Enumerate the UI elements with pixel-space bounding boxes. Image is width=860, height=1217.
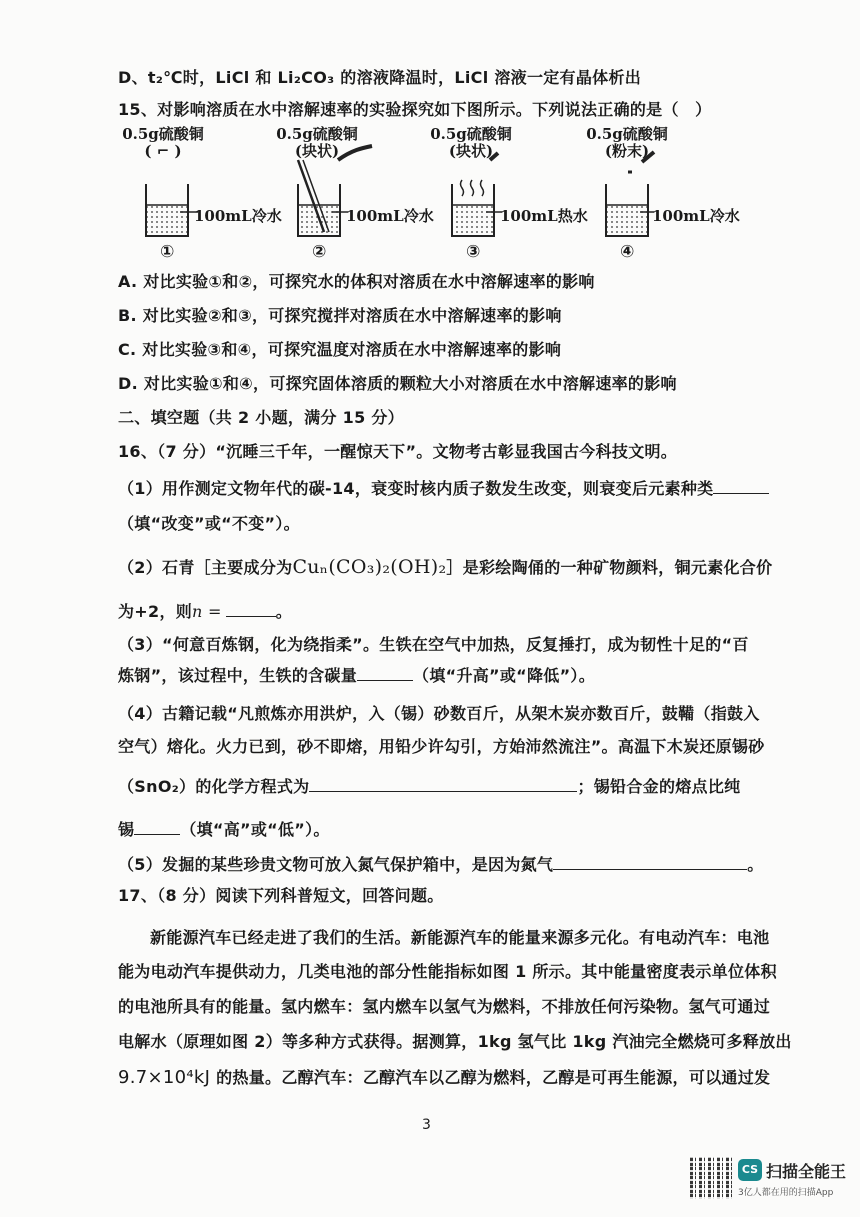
q17-stem: 17、（8 分）阅读下列科普短文，回答问题。 [118,886,444,905]
beaker-1 [146,184,198,236]
answer-blank-2[interactable] [226,602,276,617]
q17-para-line1: 新能源汽车已经走进了我们的生活。新能源汽车的能量来源多元化。有电动汽车：电池 [150,928,770,947]
answer-blank-3[interactable] [357,666,413,681]
beaker-1-form: ( ⌐ ) [144,142,182,160]
beaker-2 [298,160,348,236]
q16-part5-text: （5）发掘的某些珍贵文物可放入氮气保护箱中，是因为氮气 [118,855,554,874]
beaker-1-water: 100mL冷水 [194,207,282,225]
beaker-1-number: ① [160,242,175,262]
beaker-3-mass: 0.5g硫酸铜 [430,125,512,143]
q17-para-line5-text: 的热量。乙醇汽车：乙醇汽车以乙醇为燃料，乙醇是可再生能源，可以通过发 [210,1068,771,1087]
beaker-2-mass: 0.5g硫酸铜 [276,125,358,143]
q16-part4-text: （SnO₂）的化学方程式为 [118,777,310,796]
q17-para-line5 [118,1068,770,1088]
scanner-watermark [690,1157,850,1207]
copper-sulfate-chunk-2 [338,146,372,160]
beaker-drawings [0,0,860,270]
q16-part1-text: （1）用作测定文物年代的碳-14，衰变时核内质子数发生改变，则衰变后元素种类 [118,479,714,498]
steam-3 [481,180,484,196]
q17-para-line4: 电解水（原理如图 2）等多种方式获得。据测算，1kg 氢气比 1kg 汽油完全燃烧可多释放出 [118,1032,792,1051]
q17-para-line3: 的电池所具有的能量。氢内燃车：氢内燃车以氢气为燃料，不排放任何污染物。氢气可通过 [118,997,771,1016]
beaker-4-number: ④ [620,242,635,262]
beaker-4-water: 100mL冷水 [652,207,740,225]
n-variable: n = [192,602,222,621]
q15-option-a: A. 对比实验①和②，可探究水的体积对溶质在水中溶解速率的影响 [118,272,595,291]
q16-part3-text: 炼钢”，该过程中，生铁的含碳量 [118,666,358,685]
beaker-4 [606,184,654,236]
qr-code-icon [690,1157,732,1199]
beaker-3-water: 100mL热水 [500,207,588,225]
q16-part3-line1: （3）“何意百炼钢，化为绕指柔”。生铁在空气中加热，反复捶打，成为韧性十足的“百 [118,635,749,654]
beaker-3 [452,180,502,236]
copper-sulfate-chunk-3 [490,153,498,160]
steam-1 [461,180,464,196]
answer-blank-4[interactable] [309,777,577,792]
q16-part3-line2 [118,666,595,686]
q16-part2-line2 [118,602,292,622]
beaker-4-form: (粉末) [604,142,650,160]
q15-option-c: C. 对比实验③和④，可探究温度对溶质在水中溶解速率的影响 [118,340,562,359]
beaker-2-water: 100mL冷水 [346,207,434,225]
q16-part2-text-cont: ］是彩绘陶俑的一种矿物颜料，铜元素化合价 [446,558,773,577]
period: 。 [747,855,764,874]
q16-part2-text: （2）石青［主要成分为 [118,558,293,577]
q17-para-line2: 能为电动汽车提供动力，几类电池的部分性能指标如图 1 所示。其中能量密度表示单位体积 [118,962,777,981]
answer-blank-6[interactable] [553,855,747,870]
q16-part2-line1 [118,557,772,578]
q16-part4-line2: 空气）熔化。火力已到，砂不即熔，用铅少许勾引，方始沛然流注”。高温下木炭还原锡砂 [118,737,765,756]
energy-value: 9.7×10⁴kJ [118,1067,211,1088]
q15-stem: 15、对影响溶质在水中溶解速率的实验探究如下图所示。下列说法正确的是（ ） [118,100,712,119]
camscanner-logo: CS [738,1159,762,1181]
q16-part1-line2: （填“改变”或“不变”）。 [118,514,300,533]
q16-part4-hint: （填“高”或“低”）。 [180,820,330,839]
answer-blank-1[interactable] [713,479,769,494]
q16-part4-line4 [118,820,330,840]
q16-part2-prefix: 为+2，则 [118,602,193,621]
q16-part3-hint: （填“升高”或“降低”）。 [413,666,595,685]
beaker-2-form: (块状) [294,142,340,160]
copper-sulfate-powder-4 [642,152,654,162]
q16-part4-text-cont: ；锡铅合金的熔点比纯 [577,777,741,796]
scanner-tagline: 3亿人都在用的扫描App [738,1188,834,1198]
beaker-3-form: (块状) [448,142,494,160]
q16-stem: 16、（7 分）“沉睡三千年，一醒惊天下”。文物考古彰显我国古今科技文明。 [118,442,678,461]
answer-blank-5[interactable] [134,820,180,835]
scanner-app-name: 扫描全能王 [766,1162,847,1181]
q15-option-d: D. 对比实验①和④，可探究固体溶质的颗粒大小对溶质在水中溶解速率的影响 [118,374,677,393]
q14-option-d: D、t₂℃时，LiCl 和 Li₂CO₃ 的溶液降温时，LiCl 溶液一定有晶体析出 [118,68,642,87]
beaker-1-mass: 0.5g硫酸铜 [122,125,204,143]
beaker-4-mass: 0.5g硫酸铜 [586,125,668,143]
beaker-2-number: ② [312,242,327,262]
q16-part5 [118,855,764,875]
tin-word: 锡 [118,820,135,839]
q16-part1-line1 [118,479,769,499]
q16-part4-line1: （4）古籍记载“凡煎炼亦用洪炉，入（锡）砂数百斤，从架木炭亦数百斤，鼓鞴（指鼓入 [118,704,760,723]
page-number: 3 [422,1117,431,1133]
steam-2 [471,180,474,196]
azurite-formula: Cuₙ(CO₃)₂(OH)₂ [292,556,447,578]
q16-part4-line3 [118,777,740,797]
period: 。 [275,602,293,621]
section-2-heading: 二、填空题（共 2 小题，满分 15 分） [118,408,404,427]
q15-option-b: B. 对比实验②和③，可探究搅拌对溶质在水中溶解速率的影响 [118,306,562,325]
beaker-3-number: ③ [466,242,481,262]
